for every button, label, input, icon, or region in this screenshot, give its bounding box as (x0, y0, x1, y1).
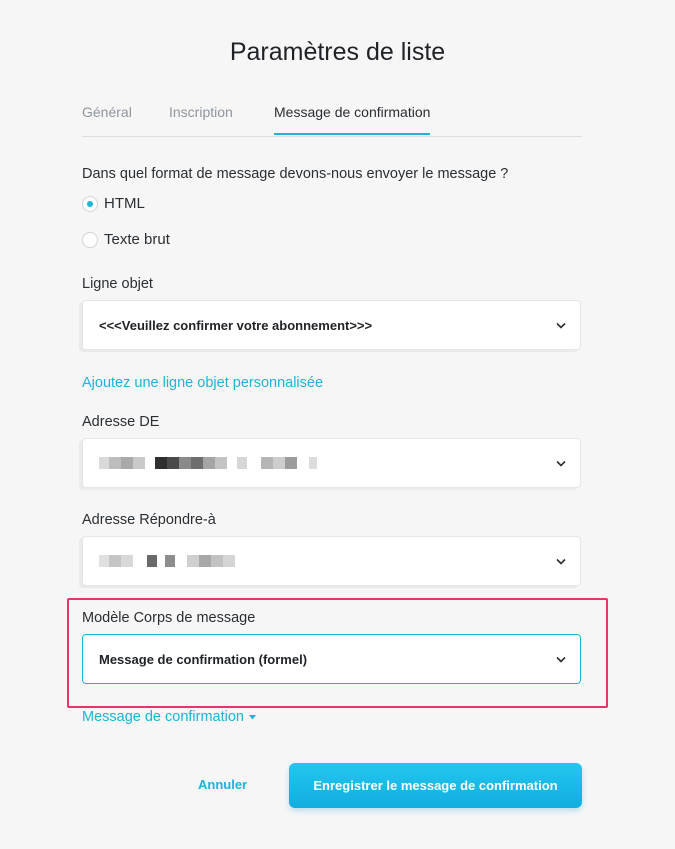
save-confirmation-button[interactable]: Enregistrer le message de confirmation (289, 763, 582, 808)
tab-confirmation-message[interactable]: Message de confirmation (274, 104, 431, 120)
template-label: Modèle Corps de message (82, 610, 256, 626)
reply-to-label: Adresse Répondre-à (82, 512, 216, 528)
radio-plain-text-label: Texte brut (104, 231, 170, 248)
redacted-value (99, 555, 235, 567)
radio-html-label: HTML (104, 195, 145, 212)
radio-plain-text-button[interactable] (82, 232, 98, 248)
add-custom-subject-link[interactable]: Ajoutez une ligne objet personnalisée (82, 375, 324, 391)
chevron-down-icon (556, 456, 566, 470)
confirmation-message-link-label: Message de confirmation (82, 709, 244, 725)
from-address-select[interactable] (82, 438, 581, 488)
tab-general[interactable]: Général (82, 104, 132, 120)
from-address-label: Adresse DE (82, 414, 160, 430)
radio-plain-text[interactable] (82, 231, 170, 248)
subject-value: <<<Veuillez confirmer votre abonnement>>> (99, 317, 373, 333)
chevron-down-icon (556, 318, 566, 332)
format-question: Dans quel format de message devons-nous envoyer le message ? (82, 166, 509, 182)
chevron-down-icon (556, 554, 566, 568)
template-select[interactable] (82, 634, 581, 684)
page-title: Paramètres de liste (229, 38, 446, 66)
redacted-value (99, 457, 317, 469)
template-value: Message de confirmation (formel) (99, 651, 308, 667)
cancel-button[interactable]: Annuler (198, 777, 248, 792)
caret-down-icon (249, 715, 256, 720)
chevron-down-icon (556, 652, 566, 666)
tab-bar (82, 96, 582, 137)
radio-html[interactable] (82, 195, 145, 212)
reply-to-select[interactable] (82, 536, 581, 586)
confirmation-message-link[interactable] (82, 709, 256, 725)
tab-inscription[interactable]: Inscription (169, 104, 233, 120)
subject-select[interactable] (82, 300, 581, 350)
subject-label: Ligne objet (82, 276, 153, 292)
radio-html-button[interactable] (82, 196, 98, 212)
